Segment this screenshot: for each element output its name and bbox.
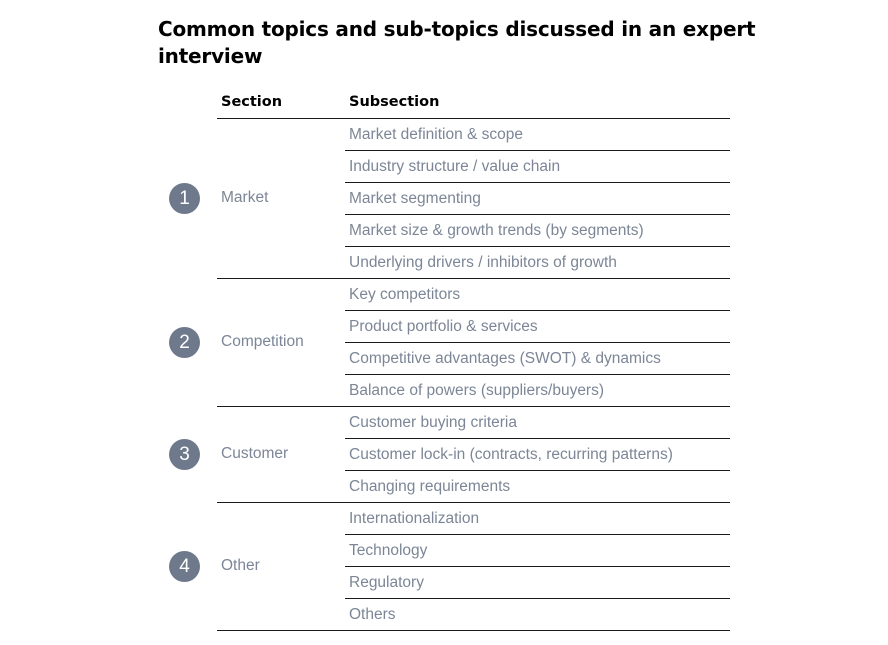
page-title: Common topics and sub-topics discussed in an expert interview <box>158 17 756 68</box>
section-label: Other <box>221 557 260 574</box>
section-label: Competition <box>221 333 304 350</box>
section-number-badge: 4 <box>169 551 200 582</box>
row-divider <box>345 598 730 599</box>
section-divider <box>217 630 730 631</box>
section-number-badge: 2 <box>169 327 200 358</box>
subsection-item: Balance of powers (suppliers/buyers) <box>349 382 605 399</box>
subsection-item: Others <box>349 606 396 623</box>
subsection-column-header: Subsection <box>349 94 440 110</box>
subsection-item: Market size & growth trends (by segments) <box>349 222 644 239</box>
section-number-badge: 3 <box>169 439 200 470</box>
subsection-item: Industry structure / value chain <box>349 158 561 175</box>
subsection-item: Competitive advantages (SWOT) & dynamics <box>349 350 661 367</box>
section-number-badge: 1 <box>169 183 200 214</box>
section-label: Customer <box>221 445 289 462</box>
subsection-item: Underlying drivers / inhibitors of growth <box>349 254 617 271</box>
section-label: Market <box>221 189 269 206</box>
subsection-item: Technology <box>349 542 428 559</box>
subsection-item: Key competitors <box>349 286 461 303</box>
subsection-item: Market definition & scope <box>349 126 524 143</box>
subsection-item: Market segmenting <box>349 190 481 207</box>
subsection-item: Changing requirements <box>349 478 511 495</box>
subsection-item: Internationalization <box>349 510 480 527</box>
subsection-item: Customer lock-in (contracts, recurring patterns) <box>349 446 673 463</box>
subsection-item: Regulatory <box>349 574 424 591</box>
section-column-header: Section <box>221 94 283 110</box>
section-divider <box>217 278 730 279</box>
subsection-item: Customer buying criteria <box>349 414 517 431</box>
subsection-item: Product portfolio & services <box>349 318 538 335</box>
